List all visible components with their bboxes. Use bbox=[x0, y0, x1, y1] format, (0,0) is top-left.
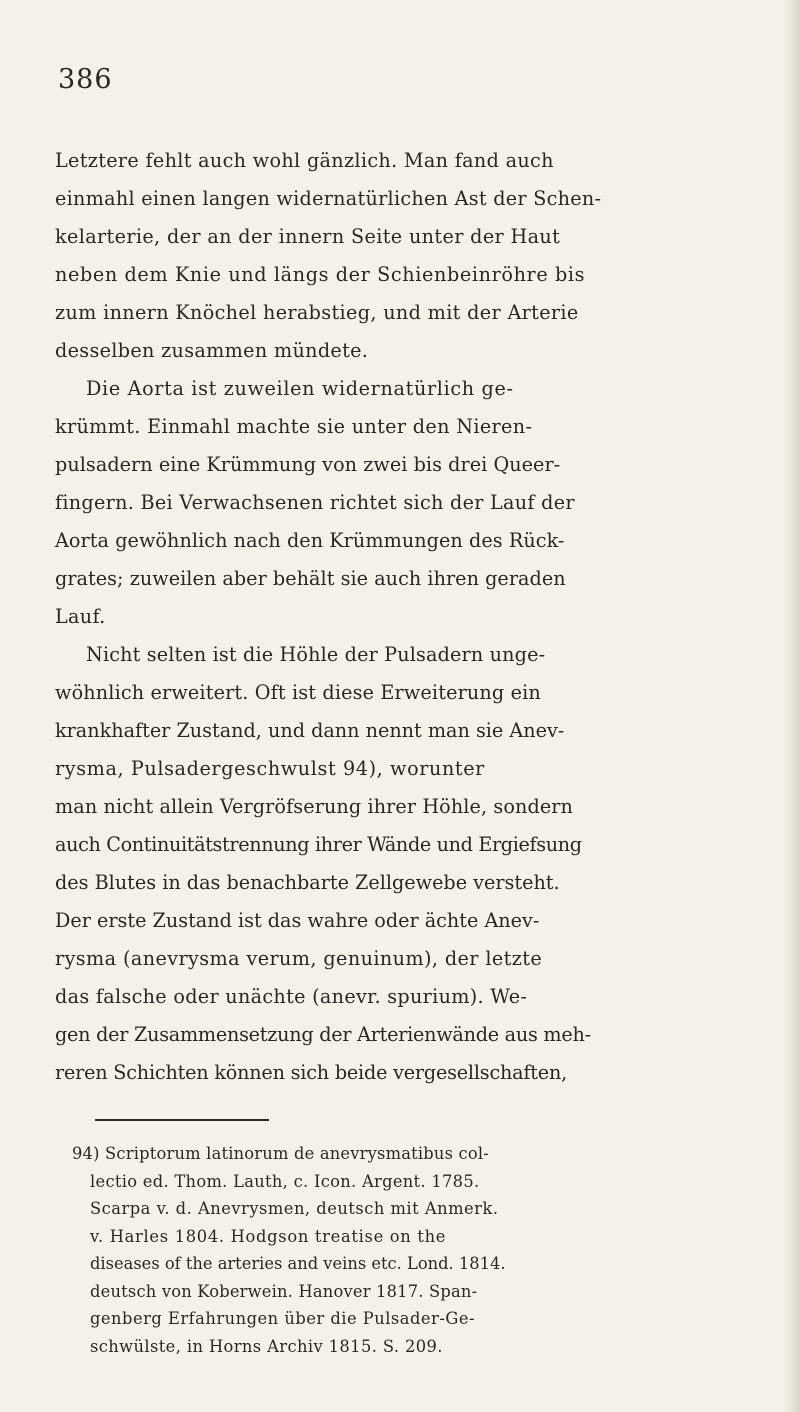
body-line: Nicht selten ist die Höhle der Pulsadern unge- bbox=[86, 643, 546, 666]
footnote-line: v. Harles 1804. Hodgson treatise on the bbox=[90, 1226, 447, 1246]
body-text bbox=[55, 142, 755, 1092]
body-line: Die Aorta ist zuweilen widernatürlich ge- bbox=[86, 377, 514, 400]
body-line: das falsche oder unächte (anevr. spurium). We- bbox=[55, 985, 528, 1008]
body-line: reren Schichten können sich beide vergesellschaften, bbox=[55, 1061, 568, 1084]
body-line: krümmt. Einmahl machte sie unter den Nieren- bbox=[55, 415, 533, 438]
body-line: Lauf. bbox=[55, 605, 106, 628]
body-line: auch Continuitätstrennung ihrer Wände und Ergiefsung bbox=[55, 833, 582, 856]
body-line: des Blutes in das benachbarte Zellgewebe versteht. bbox=[55, 871, 560, 894]
footnote bbox=[72, 1140, 762, 1360]
footnote-line: lectio ed. Thom. Lauth, c. Icon. Argent. 1785. bbox=[90, 1171, 480, 1191]
body-line: man nicht allein Vergröfserung ihrer Höhle, sondern bbox=[55, 795, 574, 818]
body-line: Der erste Zustand ist das wahre oder ächte Anev- bbox=[55, 909, 540, 932]
body-line: einmahl einen langen widernatürlichen Ast der Schen- bbox=[55, 187, 602, 210]
footnote-rule bbox=[95, 1119, 269, 1121]
body-line: rysma (anevrysma verum, genuinum), der letzte bbox=[55, 947, 543, 970]
body-line: desselben zusammen mündete. bbox=[55, 339, 369, 362]
page-edge-shadow bbox=[784, 0, 800, 1412]
body-line: krankhafter Zustand, und dann nennt man sie Anev- bbox=[55, 719, 565, 742]
footnote-line: genberg Erfahrungen über die Pulsader-Ge- bbox=[90, 1309, 475, 1328]
body-line: grates; zuweilen aber behält sie auch ihren geraden bbox=[55, 567, 566, 590]
page-number: 386 bbox=[58, 64, 113, 95]
body-line: rysma, Pulsadergeschwulst 94), worunter bbox=[55, 757, 485, 780]
footnote-line: Scarpa v. d. Anevrysmen, deutsch mit Anmerk. bbox=[90, 1199, 499, 1218]
body-line: fingern. Bei Verwachsenen richtet sich der Lauf der bbox=[55, 491, 575, 514]
footnote-line: 94) Scriptorum latinorum de anevrysmatibus col- bbox=[72, 1144, 489, 1163]
body-line: zum innern Knöchel herabstieg, und mit der Arterie bbox=[55, 301, 579, 324]
body-line: neben dem Knie und längs der Schienbeinröhre bis bbox=[55, 263, 586, 286]
body-line: gen der Zusammensetzung der Arterienwände aus meh- bbox=[55, 1023, 591, 1046]
footnote-line: diseases of the arteries and veins etc. Lond. 1814. bbox=[90, 1254, 506, 1273]
footnote-line: deutsch von Koberwein. Hanover 1817. Span- bbox=[90, 1281, 478, 1301]
body-line: Letztere fehlt auch wohl gänzlich. Man fand auch bbox=[55, 149, 554, 172]
body-line: Aorta gewöhnlich nach den Krümmungen des Rück- bbox=[55, 529, 565, 552]
footnote-line: schwülste, in Horns Archiv 1815. S. 209. bbox=[90, 1336, 443, 1356]
body-line: pulsadern eine Krümmung von zwei bis drei Queer- bbox=[55, 453, 561, 476]
body-line: wöhnlich erweitert. Oft ist diese Erweiterung ein bbox=[55, 681, 541, 704]
body-line: kelarterie, der an der innern Seite unter der Haut bbox=[55, 225, 561, 248]
